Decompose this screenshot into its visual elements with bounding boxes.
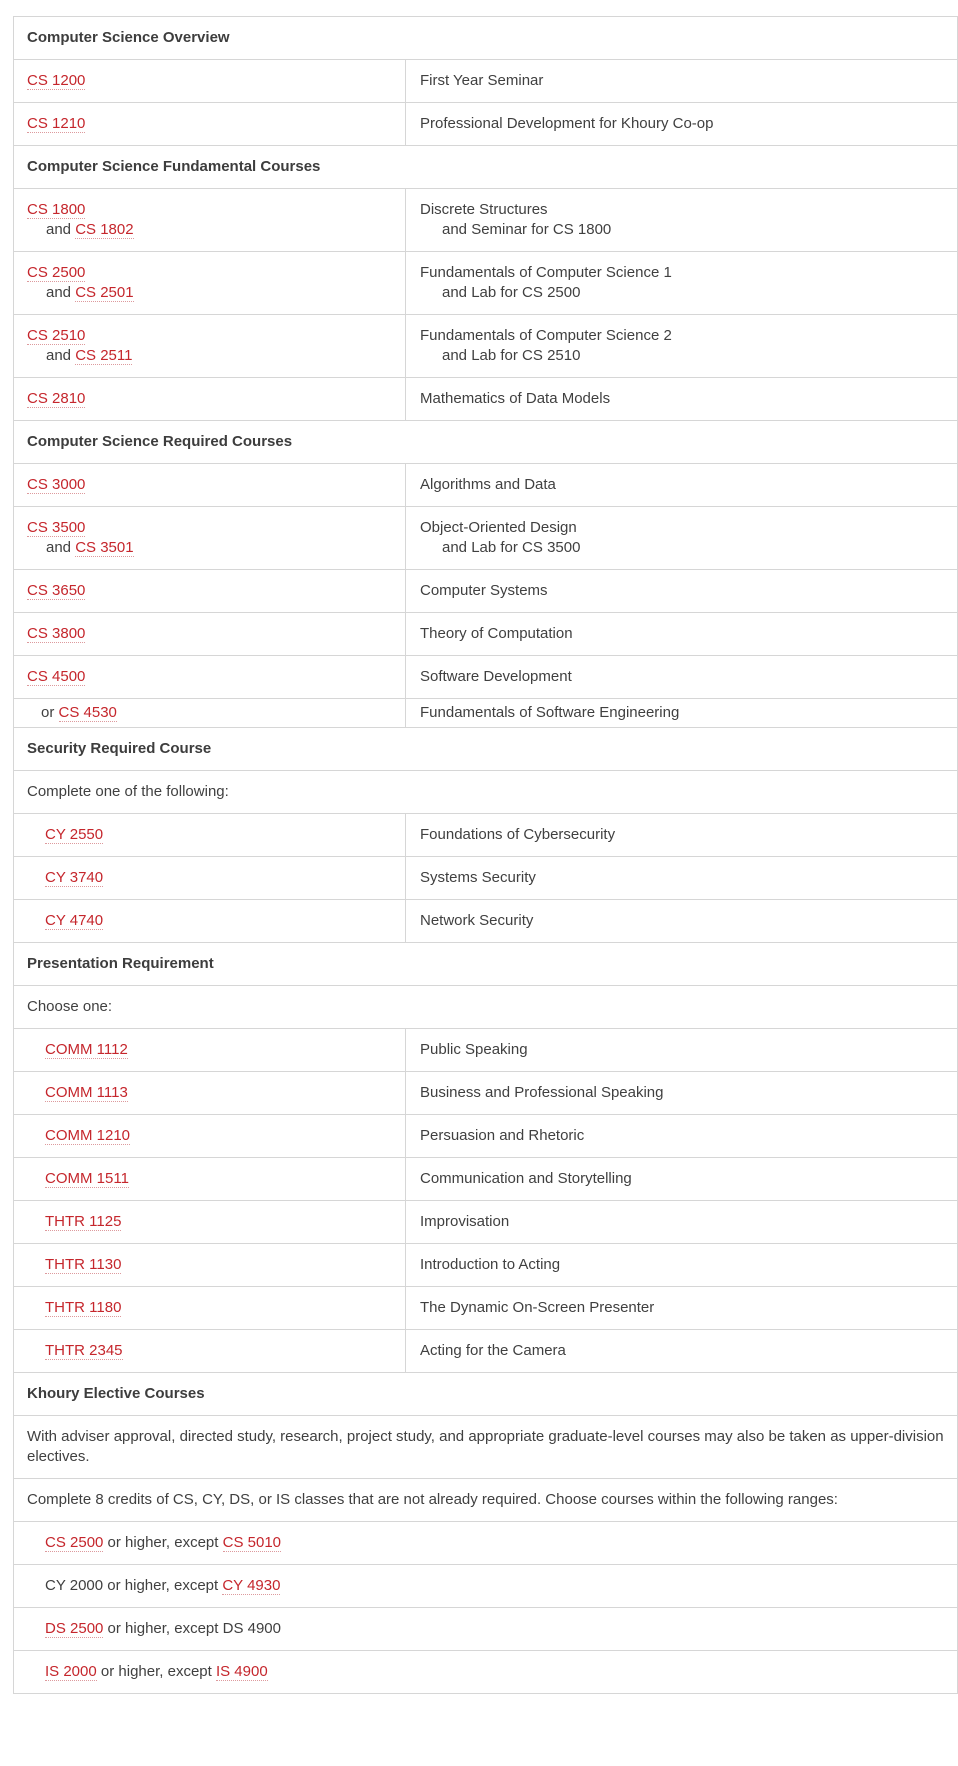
course-row (14, 378, 957, 421)
course-link[interactable]: COMM 1112 (45, 1041, 128, 1058)
course-code-cell (14, 464, 406, 506)
course-title-cell (406, 252, 957, 314)
section-header: Khoury Elective Courses (27, 1385, 205, 1402)
section-header: Computer Science Required Courses (27, 433, 293, 450)
course-link[interactable]: IS 4900 (215, 1663, 268, 1680)
course-code-cell (14, 656, 406, 698)
course-title: Introduction to Acting (420, 1256, 561, 1273)
course-code-line (27, 346, 392, 366)
course-title: Fundamentals of Software Engineering (420, 704, 680, 721)
course-title: Acting for the Camera (420, 1342, 566, 1359)
course-title: Software Development (420, 668, 572, 685)
course-code-cell (14, 857, 406, 899)
course-row (14, 464, 957, 507)
note-text: Choose one: (27, 998, 113, 1015)
course-row (14, 1244, 957, 1287)
course-code-cell (14, 1287, 406, 1329)
note-text: With adviser approval, directed study, research, project study, and appropriate graduate-level courses may also be taken as upper-division electives. (27, 1428, 944, 1465)
course-code-line (45, 1126, 392, 1146)
course-code-cell (14, 1115, 406, 1157)
course-code-line (45, 1083, 392, 1103)
course-row (14, 699, 957, 728)
section-header-row (14, 943, 957, 986)
course-code-cell (14, 1244, 406, 1286)
elective-range-cell (14, 1522, 957, 1564)
course-title-cell (406, 1330, 957, 1372)
course-code-cell (14, 570, 406, 612)
course-title-cell (406, 1201, 957, 1243)
course-title-cell (406, 189, 957, 251)
course-link[interactable]: CY 4930 (222, 1577, 281, 1594)
course-title-cell (406, 1158, 957, 1200)
range-text: CY 2000 or higher, except (45, 1577, 223, 1594)
note-text: Complete one of the following: (27, 783, 229, 800)
course-title-cell (406, 1287, 957, 1329)
course-code-line (27, 263, 392, 283)
section-header: Presentation Requirement (27, 955, 214, 972)
elective-range-cell (14, 1651, 957, 1693)
course-title: and Lab for CS 2510 (442, 347, 581, 364)
course-link[interactable]: COMM 1511 (45, 1170, 129, 1187)
section-header-row (14, 17, 957, 60)
course-title-cell (406, 900, 957, 942)
course-link[interactable]: CS 1210 (27, 115, 86, 132)
conjunction-text: and (46, 347, 76, 364)
conjunction-text: or (41, 704, 59, 721)
course-row (14, 507, 957, 570)
conjunction-text: and (46, 284, 76, 301)
course-link[interactable]: CS 2500 (27, 264, 86, 281)
course-code-line (45, 825, 392, 845)
course-code-line (27, 283, 392, 303)
course-row (14, 1287, 957, 1330)
course-row (14, 103, 957, 146)
course-code-line (45, 1341, 392, 1361)
course-title-cell (406, 814, 957, 856)
course-link[interactable]: CS 2810 (27, 390, 86, 407)
course-title: Business and Professional Speaking (420, 1084, 664, 1101)
course-code-cell (14, 315, 406, 377)
course-title: Computer Systems (420, 582, 548, 599)
course-title: Fundamentals of Computer Science 1 (420, 264, 672, 281)
elective-range-row (14, 1565, 957, 1608)
course-code-cell (14, 378, 406, 420)
course-title-cell (406, 1244, 957, 1286)
course-link[interactable]: CS 4500 (27, 668, 86, 685)
course-title: and Lab for CS 3500 (442, 539, 581, 556)
course-link[interactable]: THTR 1180 (45, 1299, 122, 1316)
course-title-cell (406, 1072, 957, 1114)
course-title: and Seminar for CS 1800 (442, 221, 612, 238)
course-row (14, 1201, 957, 1244)
course-link[interactable]: CS 1802 (75, 221, 134, 238)
course-title: Network Security (420, 912, 534, 929)
course-title: Foundations of Cybersecurity (420, 826, 616, 843)
course-code-cell (14, 1330, 406, 1372)
course-row (14, 1158, 957, 1201)
section-header: Security Required Course (27, 740, 212, 757)
elective-range-cell (14, 1608, 957, 1650)
course-code-line (45, 1169, 392, 1189)
course-title: Professional Development for Khoury Co-op (420, 115, 714, 132)
course-code-cell (14, 103, 406, 145)
course-title: The Dynamic On-Screen Presenter (420, 1299, 655, 1316)
course-title-cell (406, 315, 957, 377)
section-header-row (14, 421, 957, 464)
course-code-line (27, 667, 392, 687)
course-link[interactable]: THTR 1130 (45, 1256, 122, 1273)
course-title-cell (406, 857, 957, 899)
course-code-line (27, 200, 392, 220)
course-row (14, 1072, 957, 1115)
course-code-line (45, 1212, 392, 1232)
course-link[interactable]: CS 2501 (75, 284, 134, 301)
course-title: Public Speaking (420, 1041, 528, 1058)
range-text: or higher, except (103, 1534, 223, 1551)
course-title: Persuasion and Rhetoric (420, 1127, 585, 1144)
course-link[interactable]: CS 1200 (27, 72, 86, 89)
course-code-cell (14, 1201, 406, 1243)
course-title-cell (406, 1029, 957, 1071)
course-title: First Year Seminar (420, 72, 544, 89)
course-title-cell (406, 570, 957, 612)
course-title: Systems Security (420, 869, 536, 886)
section-header-row (14, 146, 957, 189)
course-code-line (45, 911, 392, 931)
course-code-line (27, 538, 392, 558)
course-row (14, 900, 957, 943)
course-link[interactable]: CY 3740 (45, 869, 104, 886)
course-link[interactable]: CS 2511 (75, 347, 133, 364)
course-link[interactable]: THTR 2345 (45, 1342, 123, 1359)
course-title: Discrete Structures (420, 201, 548, 218)
course-row (14, 570, 957, 613)
course-code-cell (14, 1072, 406, 1114)
course-code-cell (14, 507, 406, 569)
course-title-cell (406, 1115, 957, 1157)
course-link[interactable]: CS 2500 (45, 1534, 104, 1551)
course-code-line (27, 220, 392, 240)
elective-range-cell (14, 1565, 957, 1607)
course-link[interactable]: CS 3501 (75, 539, 134, 556)
course-title-cell (406, 60, 957, 102)
course-link[interactable]: CS 2510 (27, 327, 86, 344)
course-title: Fundamentals of Computer Science 2 (420, 327, 672, 344)
course-code-line (27, 475, 392, 495)
range-text: or higher, except (96, 1663, 216, 1680)
elective-range-row (14, 1608, 957, 1651)
course-title-cell (406, 378, 957, 420)
course-link[interactable]: CS 3800 (27, 625, 86, 642)
course-row (14, 1029, 957, 1072)
course-row (14, 1330, 957, 1373)
section-header-row (14, 728, 957, 771)
course-title: Algorithms and Data (420, 476, 556, 493)
section-header-row (14, 1373, 957, 1416)
range-text: or higher, except DS 4900 (103, 1620, 281, 1637)
course-link[interactable]: CY 2550 (45, 826, 104, 843)
course-code-line (27, 71, 392, 91)
course-code-line (27, 581, 392, 601)
note-row (14, 771, 957, 814)
course-code-line (45, 1298, 392, 1318)
course-code-cell (14, 613, 406, 655)
course-link[interactable]: CY 4740 (45, 912, 104, 929)
course-row (14, 656, 957, 699)
section-header: Computer Science Fundamental Courses (27, 158, 321, 175)
course-link[interactable]: CS 3000 (27, 476, 86, 493)
course-row (14, 60, 957, 103)
course-table (13, 16, 958, 1694)
course-link[interactable]: CS 3650 (27, 582, 86, 599)
course-row (14, 252, 957, 315)
course-title: Mathematics of Data Models (420, 390, 611, 407)
course-link[interactable]: CS 1800 (27, 201, 86, 218)
course-row (14, 857, 957, 900)
course-title: Communication and Storytelling (420, 1170, 632, 1187)
note-row (14, 1479, 957, 1522)
course-link[interactable]: IS 2000 (45, 1663, 97, 1680)
course-code-line (27, 624, 392, 644)
note-row (14, 1416, 957, 1479)
conjunction-text: and (46, 221, 76, 238)
course-title-cell (406, 103, 957, 145)
course-code-line (27, 114, 392, 134)
course-code-line (45, 1255, 392, 1275)
course-link[interactable]: COMM 1210 (45, 1127, 131, 1144)
course-code-cell (14, 699, 406, 727)
course-link[interactable]: COMM 1113 (45, 1084, 128, 1101)
course-row (14, 613, 957, 656)
course-title: Object-Oriented Design (420, 519, 577, 536)
course-row (14, 814, 957, 857)
course-code-cell (14, 1029, 406, 1071)
course-title-cell (406, 699, 957, 727)
course-link[interactable]: CS 3500 (27, 519, 86, 536)
course-code-cell (14, 252, 406, 314)
course-code-line (27, 518, 392, 538)
note-text: Complete 8 credits of CS, CY, DS, or IS classes that are not already required. Choose courses within the following ranges: (27, 1491, 838, 1508)
course-link[interactable]: CS 5010 (222, 1534, 281, 1551)
course-title: Improvisation (420, 1213, 510, 1230)
course-link[interactable]: CS 4530 (58, 704, 117, 721)
course-title: and Lab for CS 2500 (442, 284, 581, 301)
elective-range-row (14, 1522, 957, 1565)
course-code-line (27, 326, 392, 346)
course-code-cell (14, 60, 406, 102)
course-code-line (45, 1040, 392, 1060)
course-title: Theory of Computation (420, 625, 573, 642)
course-code-cell (14, 900, 406, 942)
catalog-page (0, 16, 958, 1694)
course-row (14, 189, 957, 252)
course-row (14, 315, 957, 378)
course-code-line (27, 389, 392, 409)
course-code-cell (14, 1158, 406, 1200)
course-code-cell (14, 189, 406, 251)
conjunction-text: and (46, 539, 76, 556)
note-row (14, 986, 957, 1029)
section-header: Computer Science Overview (27, 29, 230, 46)
course-link[interactable]: DS 2500 (45, 1620, 104, 1637)
course-link[interactable]: THTR 1125 (45, 1213, 122, 1230)
course-code-line (27, 703, 392, 723)
course-row (14, 1115, 957, 1158)
elective-range-row (14, 1651, 957, 1694)
course-code-line (45, 868, 392, 888)
course-title-cell (406, 507, 957, 569)
course-title-cell (406, 656, 957, 698)
course-code-cell (14, 814, 406, 856)
course-title-cell (406, 464, 957, 506)
course-title-cell (406, 613, 957, 655)
